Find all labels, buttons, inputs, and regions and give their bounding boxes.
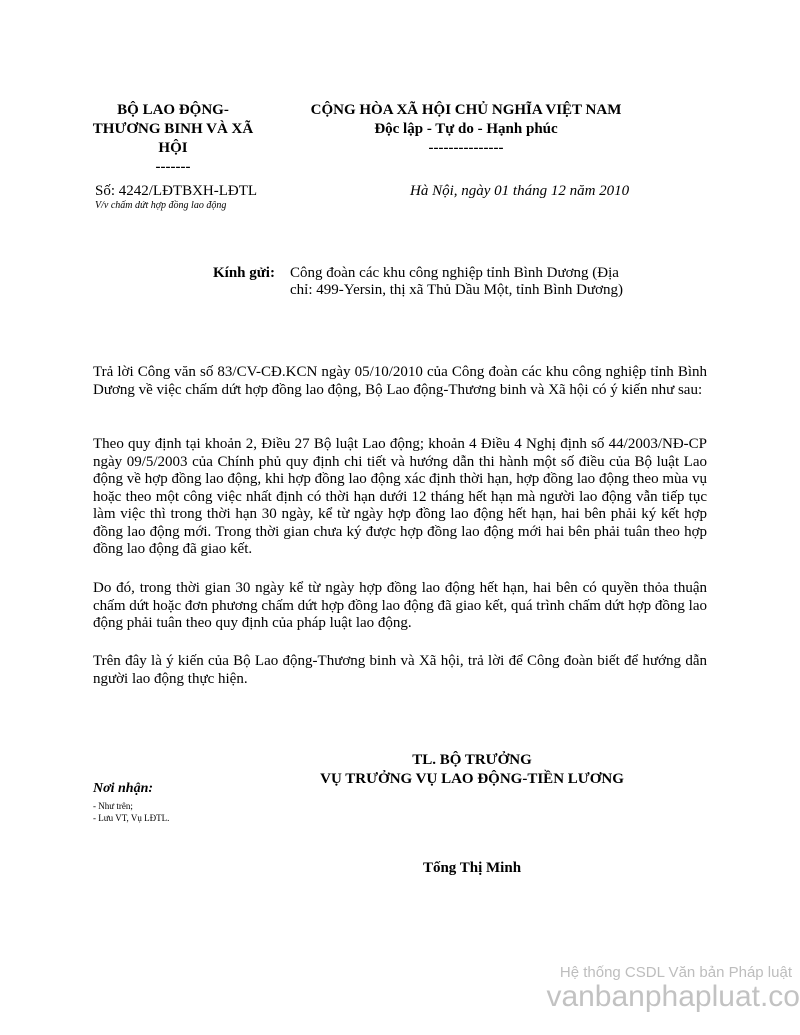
watermark-line-1: Hệ thống CSDL Văn bản Pháp luật: [559, 964, 792, 981]
signature-block: [290, 751, 654, 789]
recipient-text: Công đoàn các khu công nghiệp tỉnh Bình Dương (Địa chỉ: 499-Yersin, thị xã Thủ Dầu Một, tỉnh Bình Dương): [290, 265, 624, 298]
receivers-label: Nơi nhận:: [93, 781, 154, 796]
ministry-divider: -------: [155, 159, 191, 175]
signer-name: Tống Thị Minh: [422, 860, 522, 876]
body-paragraph-3: Do đó, trong thời gian 30 ngày kể từ ngày hợp đồng lao động hết hạn, hai bên có quyền thỏa thuận chấm dứt hoặc đơn phương chấm dứt hợp đồng lao động đã giao kết, quá trình chấm dứt hợp đồng lao động phải tuân theo quy định của pháp luật lao động.: [93, 580, 707, 631]
body-paragraph-4: Trên đây là ý kiến của Bộ Lao động-Thương binh và Xã hội, trả lời để Công đoàn biết để hướng dẫn người lao động thực hiện.: [93, 653, 707, 687]
nation-motto: Độc lập - Tự do - Hạnh phúc: [374, 121, 558, 137]
ministry-line: THƯƠNG BINH VÀ XÃ: [92, 121, 254, 137]
ministry-line: BỘ LAO ĐỘNG-: [117, 102, 229, 118]
nation-title: CỘNG HÒA XÃ HỘI CHỦ NGHĨA VIỆT NAM: [310, 102, 622, 118]
signature-title-2: VỤ TRƯỞNG VỤ LAO ĐỘNG-TIỀN LƯƠNG: [320, 771, 624, 787]
receiver-item: - Như trên;: [93, 801, 133, 811]
document-date: Hà Nội, ngày 01 tháng 12 năm 2010: [410, 183, 630, 199]
receiver-item: - Lưu VT, Vụ LĐTL.: [93, 813, 170, 823]
ministry-header: [88, 101, 258, 177]
document-number: Số: 4242/LĐTBXH-LĐTL: [95, 183, 258, 199]
nation-header: [286, 101, 646, 158]
nation-divider: ---------------: [428, 140, 504, 156]
watermark-line-2: vanbanphapluat.co: [546, 980, 800, 1013]
receivers-list: [93, 800, 169, 824]
signature-title-1: TL. BỘ TRƯỞNG: [412, 752, 532, 768]
recipient-label: Kính gửi:: [213, 265, 275, 281]
body-paragraph-1: Trả lời Công văn số 83/CV-CĐ.KCN ngày 05/10/2010 của Công đoàn các khu công nghiệp tỉnh Bình Dương về việc chấm dứt hợp đồng lao động, Bộ Lao động-Thương binh và Xã hội có ý kiến như sau:: [93, 364, 707, 398]
ministry-line: HỘI: [158, 140, 188, 156]
document-subject: V/v chấm dứt hợp đồng lao động: [95, 200, 227, 211]
body-paragraph-2: Theo quy định tại khoản 2, Điều 27 Bộ luật Lao động; khoản 4 Điều 4 Nghị định số 44/2003/NĐ-CP ngày 09/5/2003 của Chính phủ quy định chi tiết và hướng dẫn thi hành một số điều của Bộ luật Lao động về hợp đồng lao động, khi hợp đồng lao động xác định thời hạn, hợp đồng lao động theo mùa vụ hoặc theo một công việc nhất định có thời hạn dưới 12 tháng hết hạn mà người lao động vẫn tiếp tục làm việc thì trong thời hạn 30 ngày, kể từ ngày hợp đồng lao động hết hạn, hai bên phải ký kết hợp đồng lao động mới. Trong thời gian chưa ký được hợp đồng lao động mới hai bên phải tuân theo hợp đồng lao động đã giao kết.: [93, 436, 707, 557]
